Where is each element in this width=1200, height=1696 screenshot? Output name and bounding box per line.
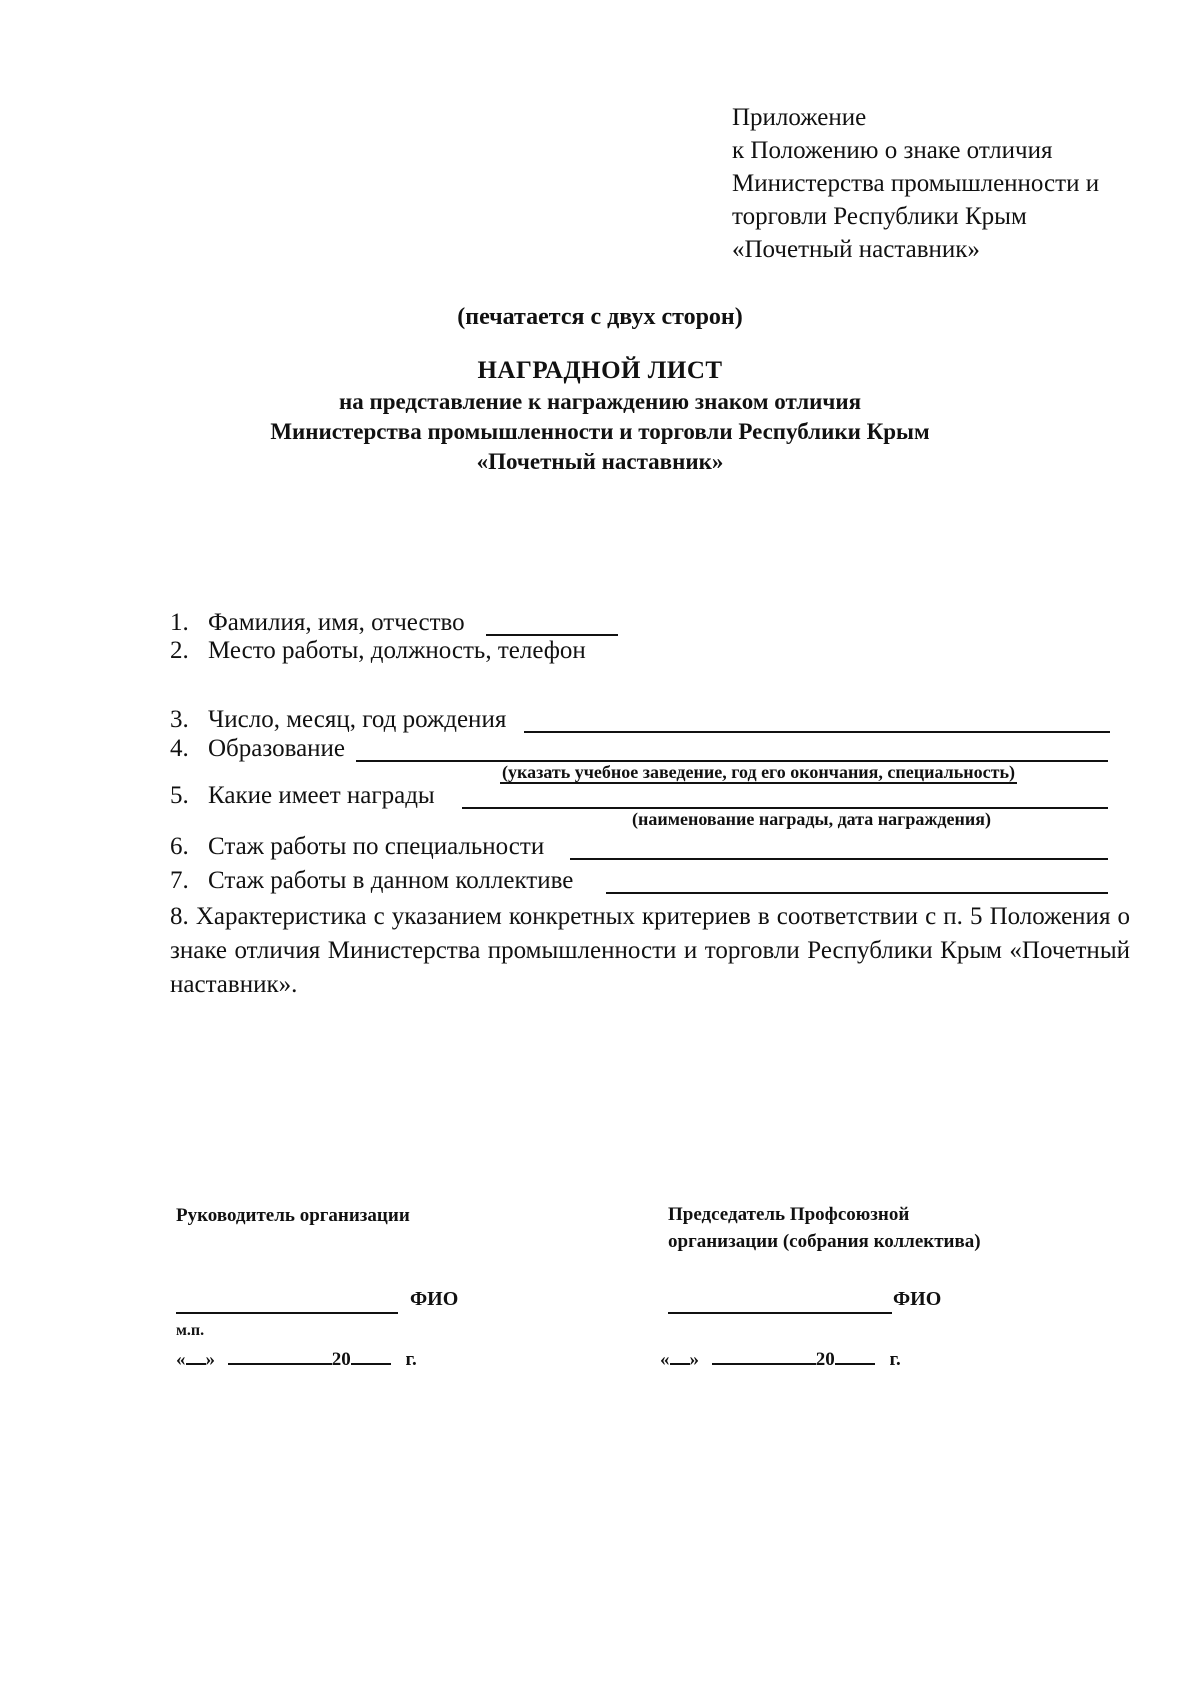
document-title: [0, 355, 1200, 477]
form-item-team-experience: [170, 867, 573, 895]
union-chair-title: Председатель Профсоюзной организации (собрания коллектива): [668, 1204, 981, 1252]
stamp-place-label: м.п.: [176, 1322, 205, 1339]
title-line: «Почетный наставник»: [476, 449, 724, 474]
union-chair-fio-label: ФИО: [893, 1288, 942, 1310]
form-item-specialty-experience: [170, 833, 544, 861]
appendix-line: «Почетный наставник»: [732, 236, 980, 263]
union-chair-signature-line[interactable]: [668, 1312, 892, 1314]
item-label: Стаж работы в данном коллективе: [208, 867, 574, 894]
form-item-awards: [170, 782, 435, 810]
org-head-signature-line[interactable]: [176, 1312, 398, 1314]
month-field[interactable]: [228, 1347, 332, 1365]
form-item-birth-date: [170, 706, 506, 734]
item-number: 7.: [170, 867, 189, 894]
item-number: 8.: [170, 903, 189, 930]
item-label: Число, месяц, год рождения: [208, 706, 507, 733]
item-label: Образование: [208, 735, 346, 762]
appendix-line: Министерства промышленности и: [732, 170, 1100, 197]
year-field[interactable]: [351, 1347, 391, 1365]
title-line: на представление к награждению знаком отличия: [338, 389, 862, 414]
item-label: Место работы, должность, телефон: [208, 637, 586, 664]
full-name-field[interactable]: [486, 634, 618, 636]
form-item-full-name: [170, 609, 465, 637]
item-label: Какие имеет награды: [208, 782, 435, 809]
item-number: 1.: [170, 609, 189, 636]
print-note: (печатается с двух сторон): [457, 304, 743, 330]
appendix-line: Приложение: [732, 104, 867, 131]
appendix-line: торговли Республики Крым: [732, 203, 1027, 230]
item-label: Фамилия, имя, отчество: [208, 609, 465, 636]
item-number: 4.: [170, 735, 189, 762]
form-item-education: [170, 735, 345, 763]
birth-date-field[interactable]: [524, 731, 1110, 733]
title-line: Министерства промышленности и торговли Республики Крым: [270, 419, 930, 444]
month-field[interactable]: [712, 1347, 816, 1365]
union-chair-date: « » 20 г.: [660, 1349, 901, 1370]
year-field[interactable]: [835, 1347, 875, 1365]
appendix-header: [732, 101, 1099, 266]
item-label: Стаж работы по специальности: [208, 833, 545, 860]
item-number: 3.: [170, 706, 189, 733]
item-number: 6.: [170, 833, 189, 860]
item-number: 2.: [170, 637, 189, 664]
specialty-experience-field[interactable]: [570, 858, 1108, 860]
title-main: НАГРАДНОЙ ЛИСТ: [477, 357, 723, 384]
education-hint: (указать учебное заведение, год его окончания, специальность): [502, 762, 1015, 782]
org-head-title: Руководитель организации: [176, 1205, 410, 1226]
awards-hint: (наименование награды, дата награждения): [632, 809, 991, 829]
item-label: Характеристика с указанием конкретных критериев в соответствии с п. 5 Положения о знаке отличия Министерства промышленности и торговли Республики Крым «Почетный наставник».: [170, 903, 1131, 998]
item-number: 5.: [170, 782, 189, 809]
day-field[interactable]: [186, 1347, 206, 1365]
team-experience-field[interactable]: [606, 892, 1108, 894]
appendix-line: к Положению о знаке отличия: [732, 137, 1053, 164]
day-field[interactable]: [670, 1347, 690, 1365]
form-item-workplace: [170, 637, 586, 665]
org-head-date: « » 20 г.: [176, 1349, 417, 1370]
form-item-characteristic: [170, 900, 1130, 1002]
org-head-fio-label: ФИО: [410, 1288, 459, 1310]
